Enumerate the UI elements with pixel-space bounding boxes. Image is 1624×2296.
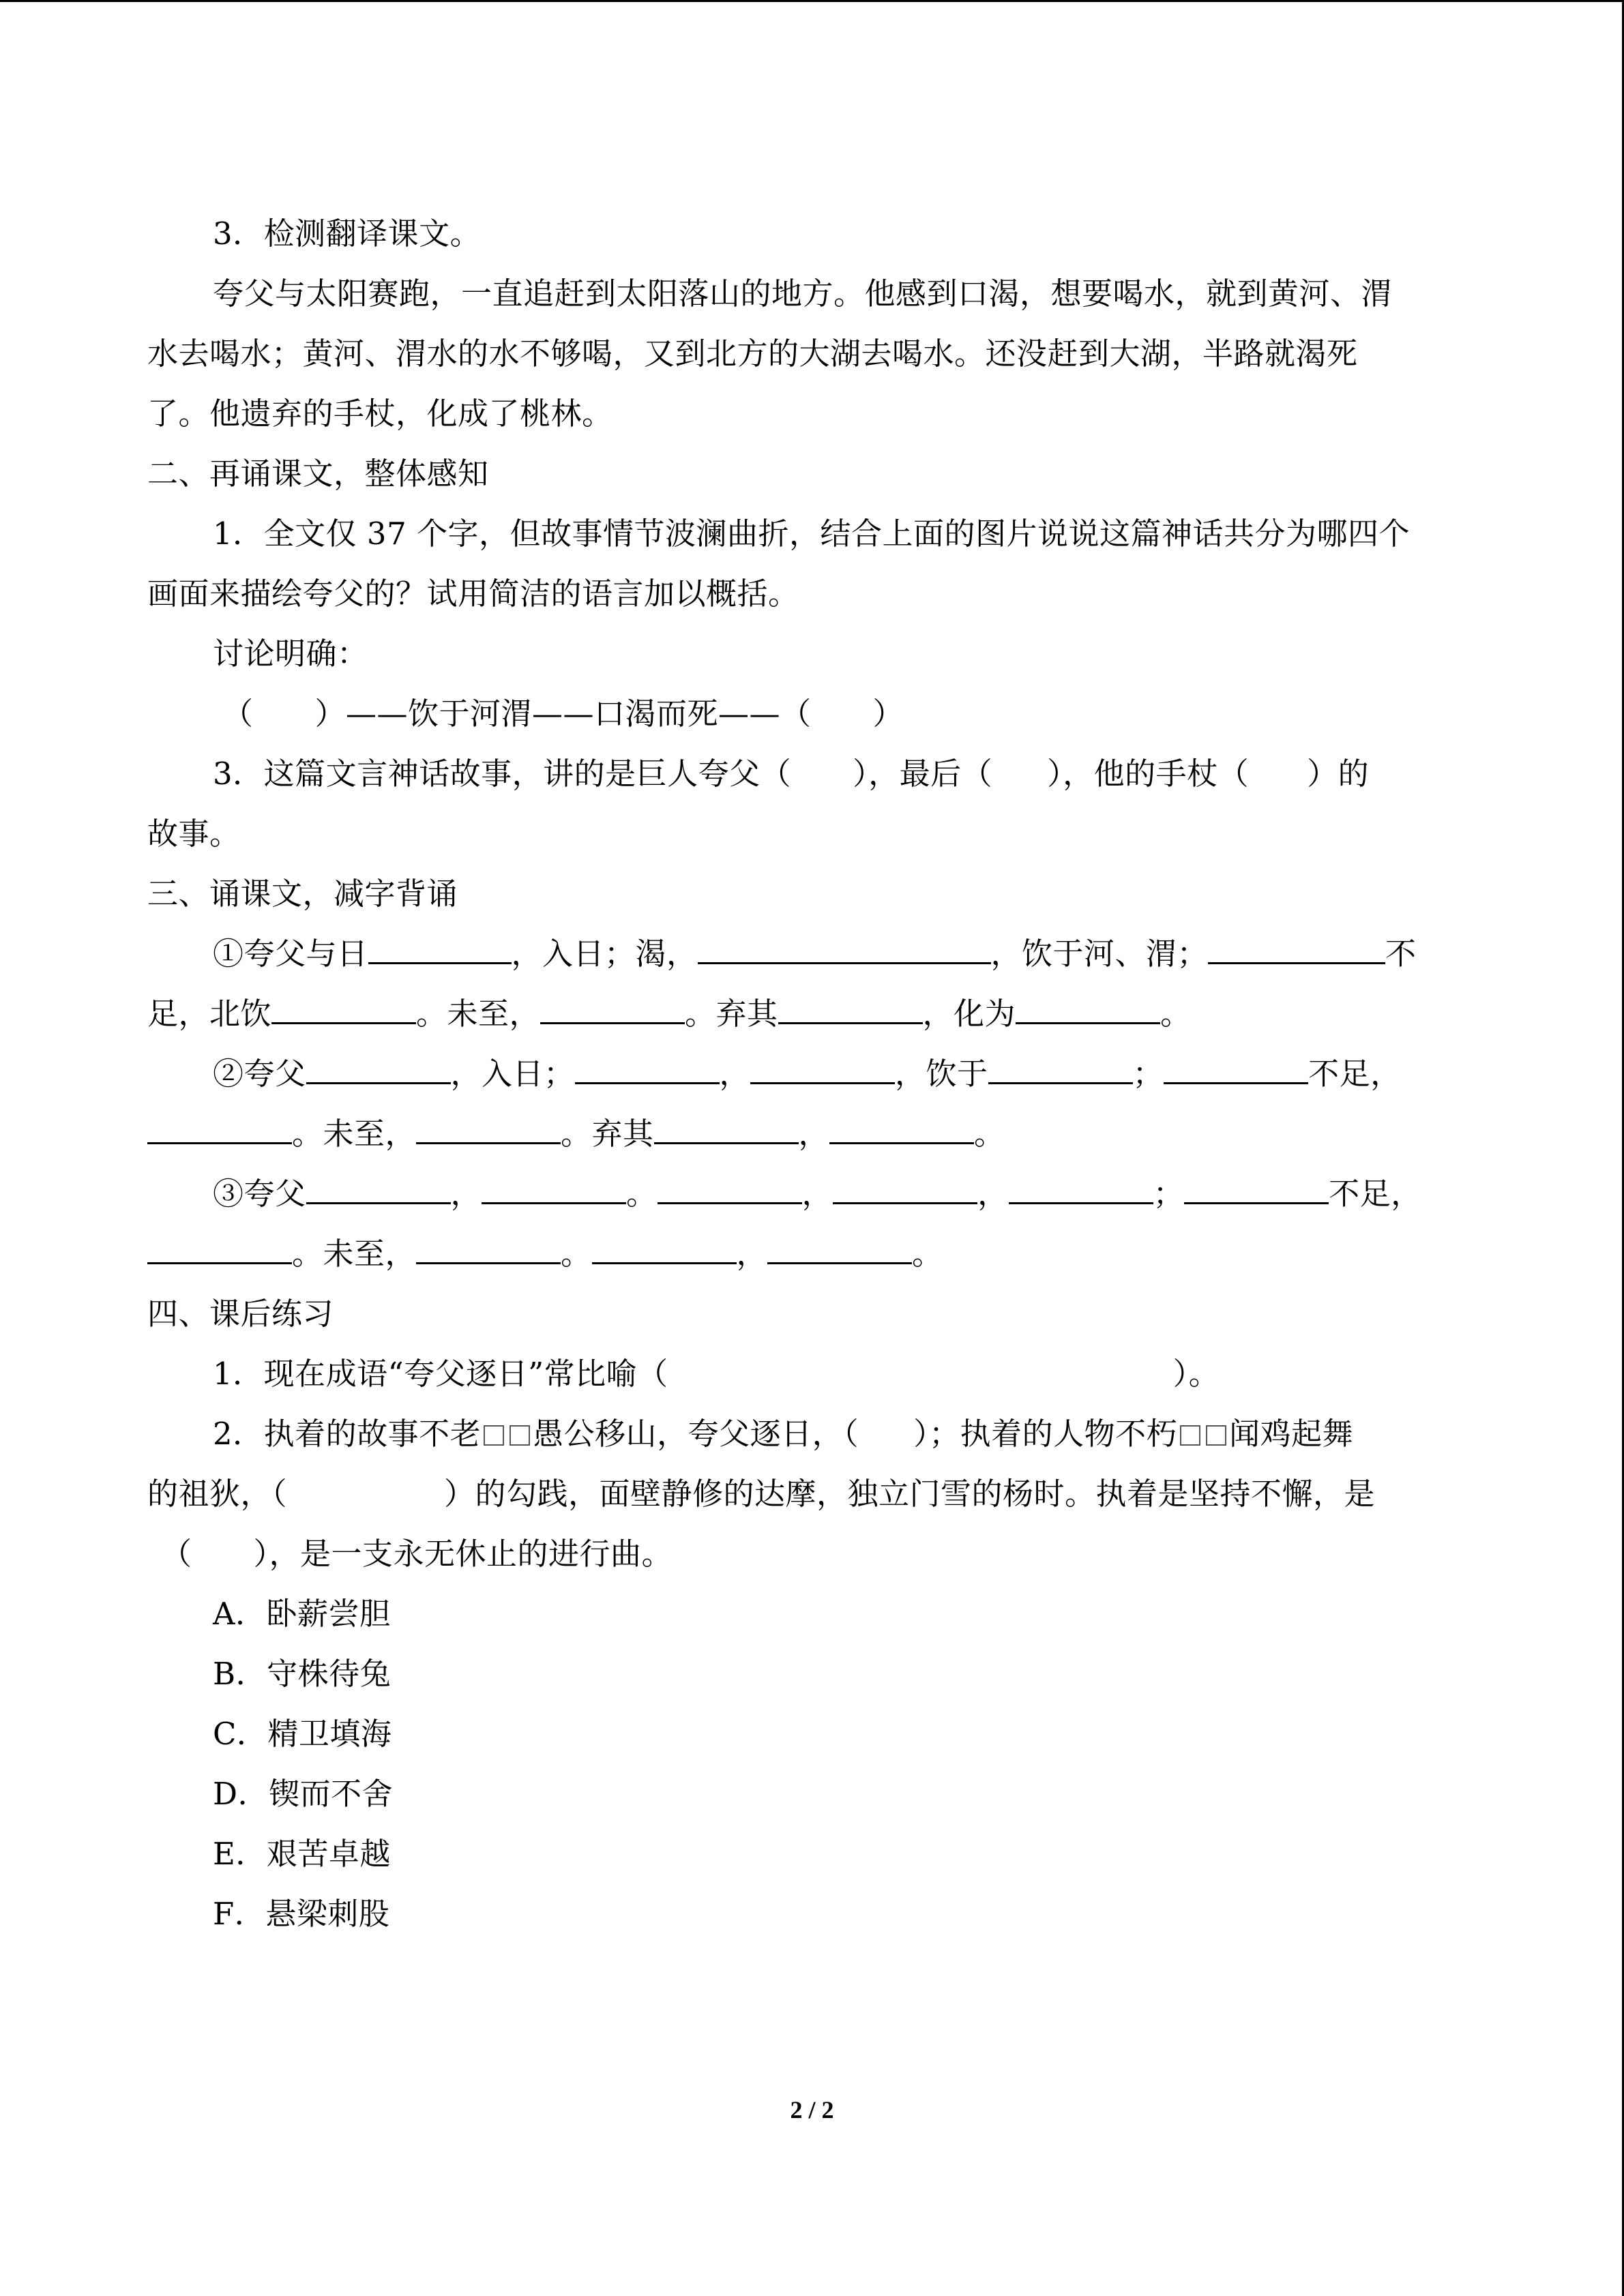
box-glyph [510,1425,530,1446]
section3-heading: 三、诵课文，减字背诵 [147,876,458,912]
option-b: B．守株待兔 [213,1656,392,1692]
fill-blank[interactable] [750,1047,895,1084]
exercise2-line1: 2．执着的故事不老 愚公移山，夸父逐日，（ ）；执着的人物不朽 闻鸡起舞 [213,1416,1354,1452]
section4-heading: 四、课后练习 [147,1296,334,1332]
recite-row3-line2: 。未至， 。 ， 。 [147,1227,943,1281]
fill-blank[interactable] [1016,987,1160,1024]
translation-line-2: 水去喝水；黄河、渭水的水不够喝，又到北方的大湖去喝水。还没赶到大湖，半路就渴死 [147,336,1358,372]
fill-blank[interactable] [1208,927,1385,964]
recite-row2-line2: 。未至， 。弃其 ， 。 [147,1107,1005,1161]
fill-blank[interactable] [988,1047,1133,1084]
fill-blank[interactable] [540,987,685,1024]
box-glyph [1180,1425,1200,1446]
fill-blank[interactable] [1164,1047,1308,1084]
fill-blank[interactable] [368,927,512,964]
fill-blank[interactable] [778,987,923,1024]
option-c: C．精卫填海 [213,1716,392,1752]
section2-heading: 二、再诵课文，整体感知 [147,456,489,492]
option-e: E．艰苦卓越 [213,1836,391,1872]
recite-row1-line1: ①夸父与日 ，入日；渴， ，饮于河、渭； 不 [213,927,1417,981]
translation-line-1: 夸父与太阳赛跑，一直追赶到太阳落山的地方。他感到口渴，想要喝水，就到黄河、渭 [213,275,1393,312]
fill-blank[interactable] [767,1227,912,1264]
recite-row2-line1: ②夸父 ，入日； ， ，饮于 ； 不足， [213,1047,1402,1101]
fill-blank[interactable] [829,1107,974,1144]
story-chain-line: （ ）——饮于河渭——口渴而死——（ ） [222,696,904,732]
recite-row3-line1: ③夸父 ， 。 ， ， ； 不足， [213,1167,1422,1221]
question3-line-1: 3．这篇文言神话故事，讲的是巨人夸父（ ），最后（ ），他的手杖（ ）的 [213,756,1370,792]
fill-blank[interactable] [416,1227,561,1264]
fill-blank[interactable] [147,1107,292,1144]
translation-line-3: 了。他遗弃的手杖，化成了桃林。 [147,396,613,432]
fill-blank[interactable] [592,1227,737,1264]
fill-blank[interactable] [271,987,416,1024]
option-d: D．锲而不舍 [213,1776,394,1812]
exercise1-line: 1．现在成语“夸父逐日”常比喻（ ）。 [213,1356,1220,1392]
option-f: F．悬梁刺股 [213,1896,390,1932]
fill-blank[interactable] [306,1047,451,1084]
page-number: 2 / 2 [790,2096,834,2123]
fill-blank[interactable] [416,1107,561,1144]
fill-blank[interactable] [833,1167,977,1204]
fill-blank[interactable] [654,1107,799,1144]
fill-blank[interactable] [1184,1167,1329,1204]
exercise2-line2: 的祖狄，（ ）的勾践，面壁静修的达摩，独立门雪的杨时。执着是坚持不懈，是 [147,1476,1376,1512]
recite-row1-line2: 足，北饮 。未至， 。弃其 ，化为 。 [147,987,1192,1041]
fill-blank[interactable] [658,1167,802,1204]
fill-blank[interactable] [147,1227,292,1264]
box-glyph [1206,1425,1226,1446]
fill-blank[interactable] [306,1167,451,1204]
option-a: A．卧薪尝胆 [213,1596,391,1632]
box-glyph [484,1425,504,1446]
item3-title: 3．检测翻译课文。 [213,215,482,252]
question3-line-2: 故事。 [147,816,241,852]
fill-blank[interactable] [698,927,991,964]
fill-blank[interactable] [482,1167,626,1204]
exercise2-line3: （ ），是一支永无休止的进行曲。 [161,1536,673,1572]
question1-line-2: 画面来描绘夸父的？试用简洁的语言加以概括。 [147,576,799,612]
question1-line-1: 1．全文仅 37 个字，但故事情节波澜曲折，结合上面的图片说说这篇神话共分为哪四个 [213,516,1411,552]
fill-blank[interactable] [1009,1167,1153,1204]
fill-blank[interactable] [575,1047,720,1084]
discussion-label: 讨论明确： [213,636,368,672]
